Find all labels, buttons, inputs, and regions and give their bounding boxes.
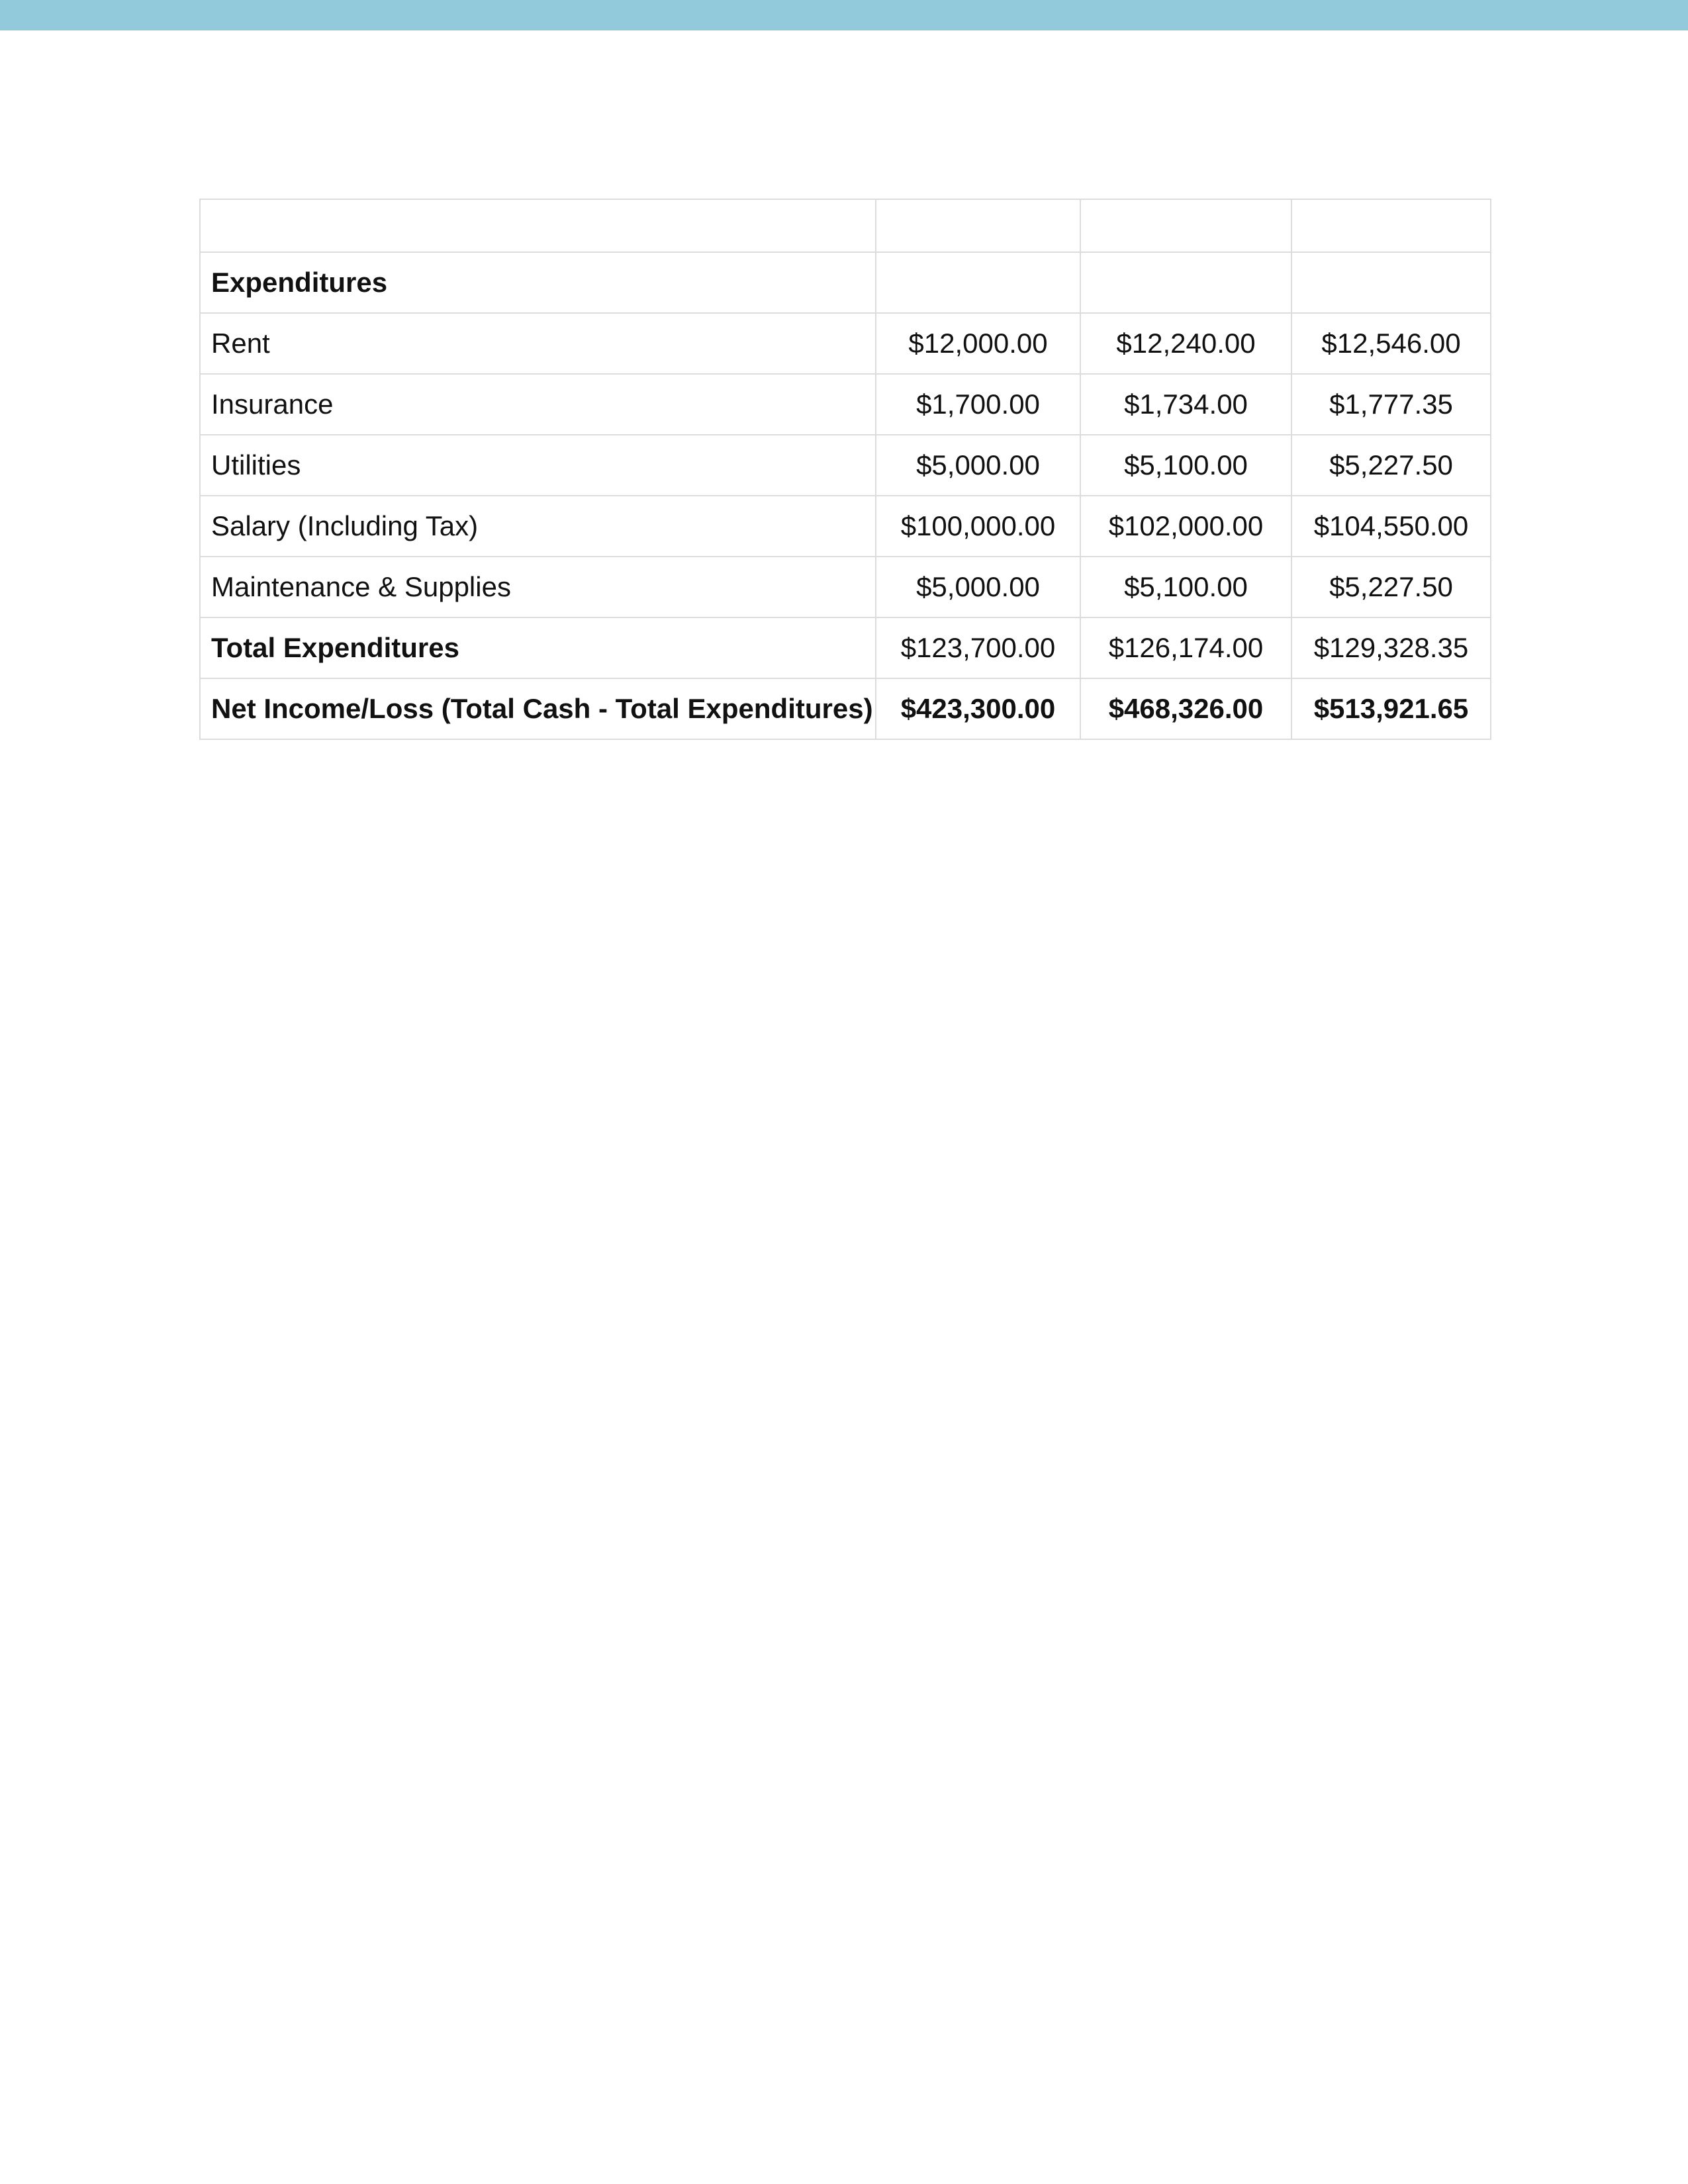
row-value-year-1: $100,000.00 — [876, 496, 1080, 557]
row-value-year-1: $5,000.00 — [876, 435, 1080, 496]
row-label: Rent — [200, 313, 876, 374]
row-label: Maintenance & Supplies — [200, 557, 876, 617]
section-empty-cell — [1080, 252, 1291, 313]
section-empty-cell — [876, 252, 1080, 313]
expenditures-table — [199, 199, 1491, 740]
row-label: Salary (Including Tax) — [200, 496, 876, 557]
total-value-year-3: $129,328.35 — [1291, 617, 1491, 678]
table-row-rent — [200, 313, 1491, 374]
row-value-year-3: $5,227.50 — [1291, 435, 1491, 496]
row-value-year-2: $5,100.00 — [1080, 435, 1291, 496]
table-row-insurance — [200, 374, 1491, 435]
expenditures-table-container — [199, 199, 1490, 740]
row-value-year-2: $5,100.00 — [1080, 557, 1291, 617]
row-value-year-1: $5,000.00 — [876, 557, 1080, 617]
row-value-year-2: $102,000.00 — [1080, 496, 1291, 557]
section-label: Expenditures — [200, 252, 876, 313]
net-income-value-year-2: $468,326.00 — [1080, 678, 1291, 739]
net-income-label: Net Income/Loss (Total Cash - Total Expenditures) — [200, 678, 876, 739]
row-value-year-2: $1,734.00 — [1080, 374, 1291, 435]
table-row-maintenance — [200, 557, 1491, 617]
row-label: Utilities — [200, 435, 876, 496]
total-value-year-1: $123,700.00 — [876, 617, 1080, 678]
table-row-salary — [200, 496, 1491, 557]
top-color-band — [0, 0, 1688, 30]
table-row-total-expenditures — [200, 617, 1491, 678]
header-cell — [200, 199, 876, 252]
section-row-expenditures — [200, 252, 1491, 313]
row-value-year-1: $1,700.00 — [876, 374, 1080, 435]
net-income-value-year-1: $423,300.00 — [876, 678, 1080, 739]
table-row-utilities — [200, 435, 1491, 496]
row-value-year-1: $12,000.00 — [876, 313, 1080, 374]
row-label: Insurance — [200, 374, 876, 435]
header-row — [200, 199, 1491, 252]
row-value-year-2: $12,240.00 — [1080, 313, 1291, 374]
net-income-value-year-3: $513,921.65 — [1291, 678, 1491, 739]
table-row-net-income — [200, 678, 1491, 739]
header-cell — [1291, 199, 1491, 252]
header-cell — [876, 199, 1080, 252]
header-cell — [1080, 199, 1291, 252]
row-value-year-3: $1,777.35 — [1291, 374, 1491, 435]
row-value-year-3: $12,546.00 — [1291, 313, 1491, 374]
row-value-year-3: $104,550.00 — [1291, 496, 1491, 557]
row-value-year-3: $5,227.50 — [1291, 557, 1491, 617]
total-value-year-2: $126,174.00 — [1080, 617, 1291, 678]
section-empty-cell — [1291, 252, 1491, 313]
total-label: Total Expenditures — [200, 617, 876, 678]
